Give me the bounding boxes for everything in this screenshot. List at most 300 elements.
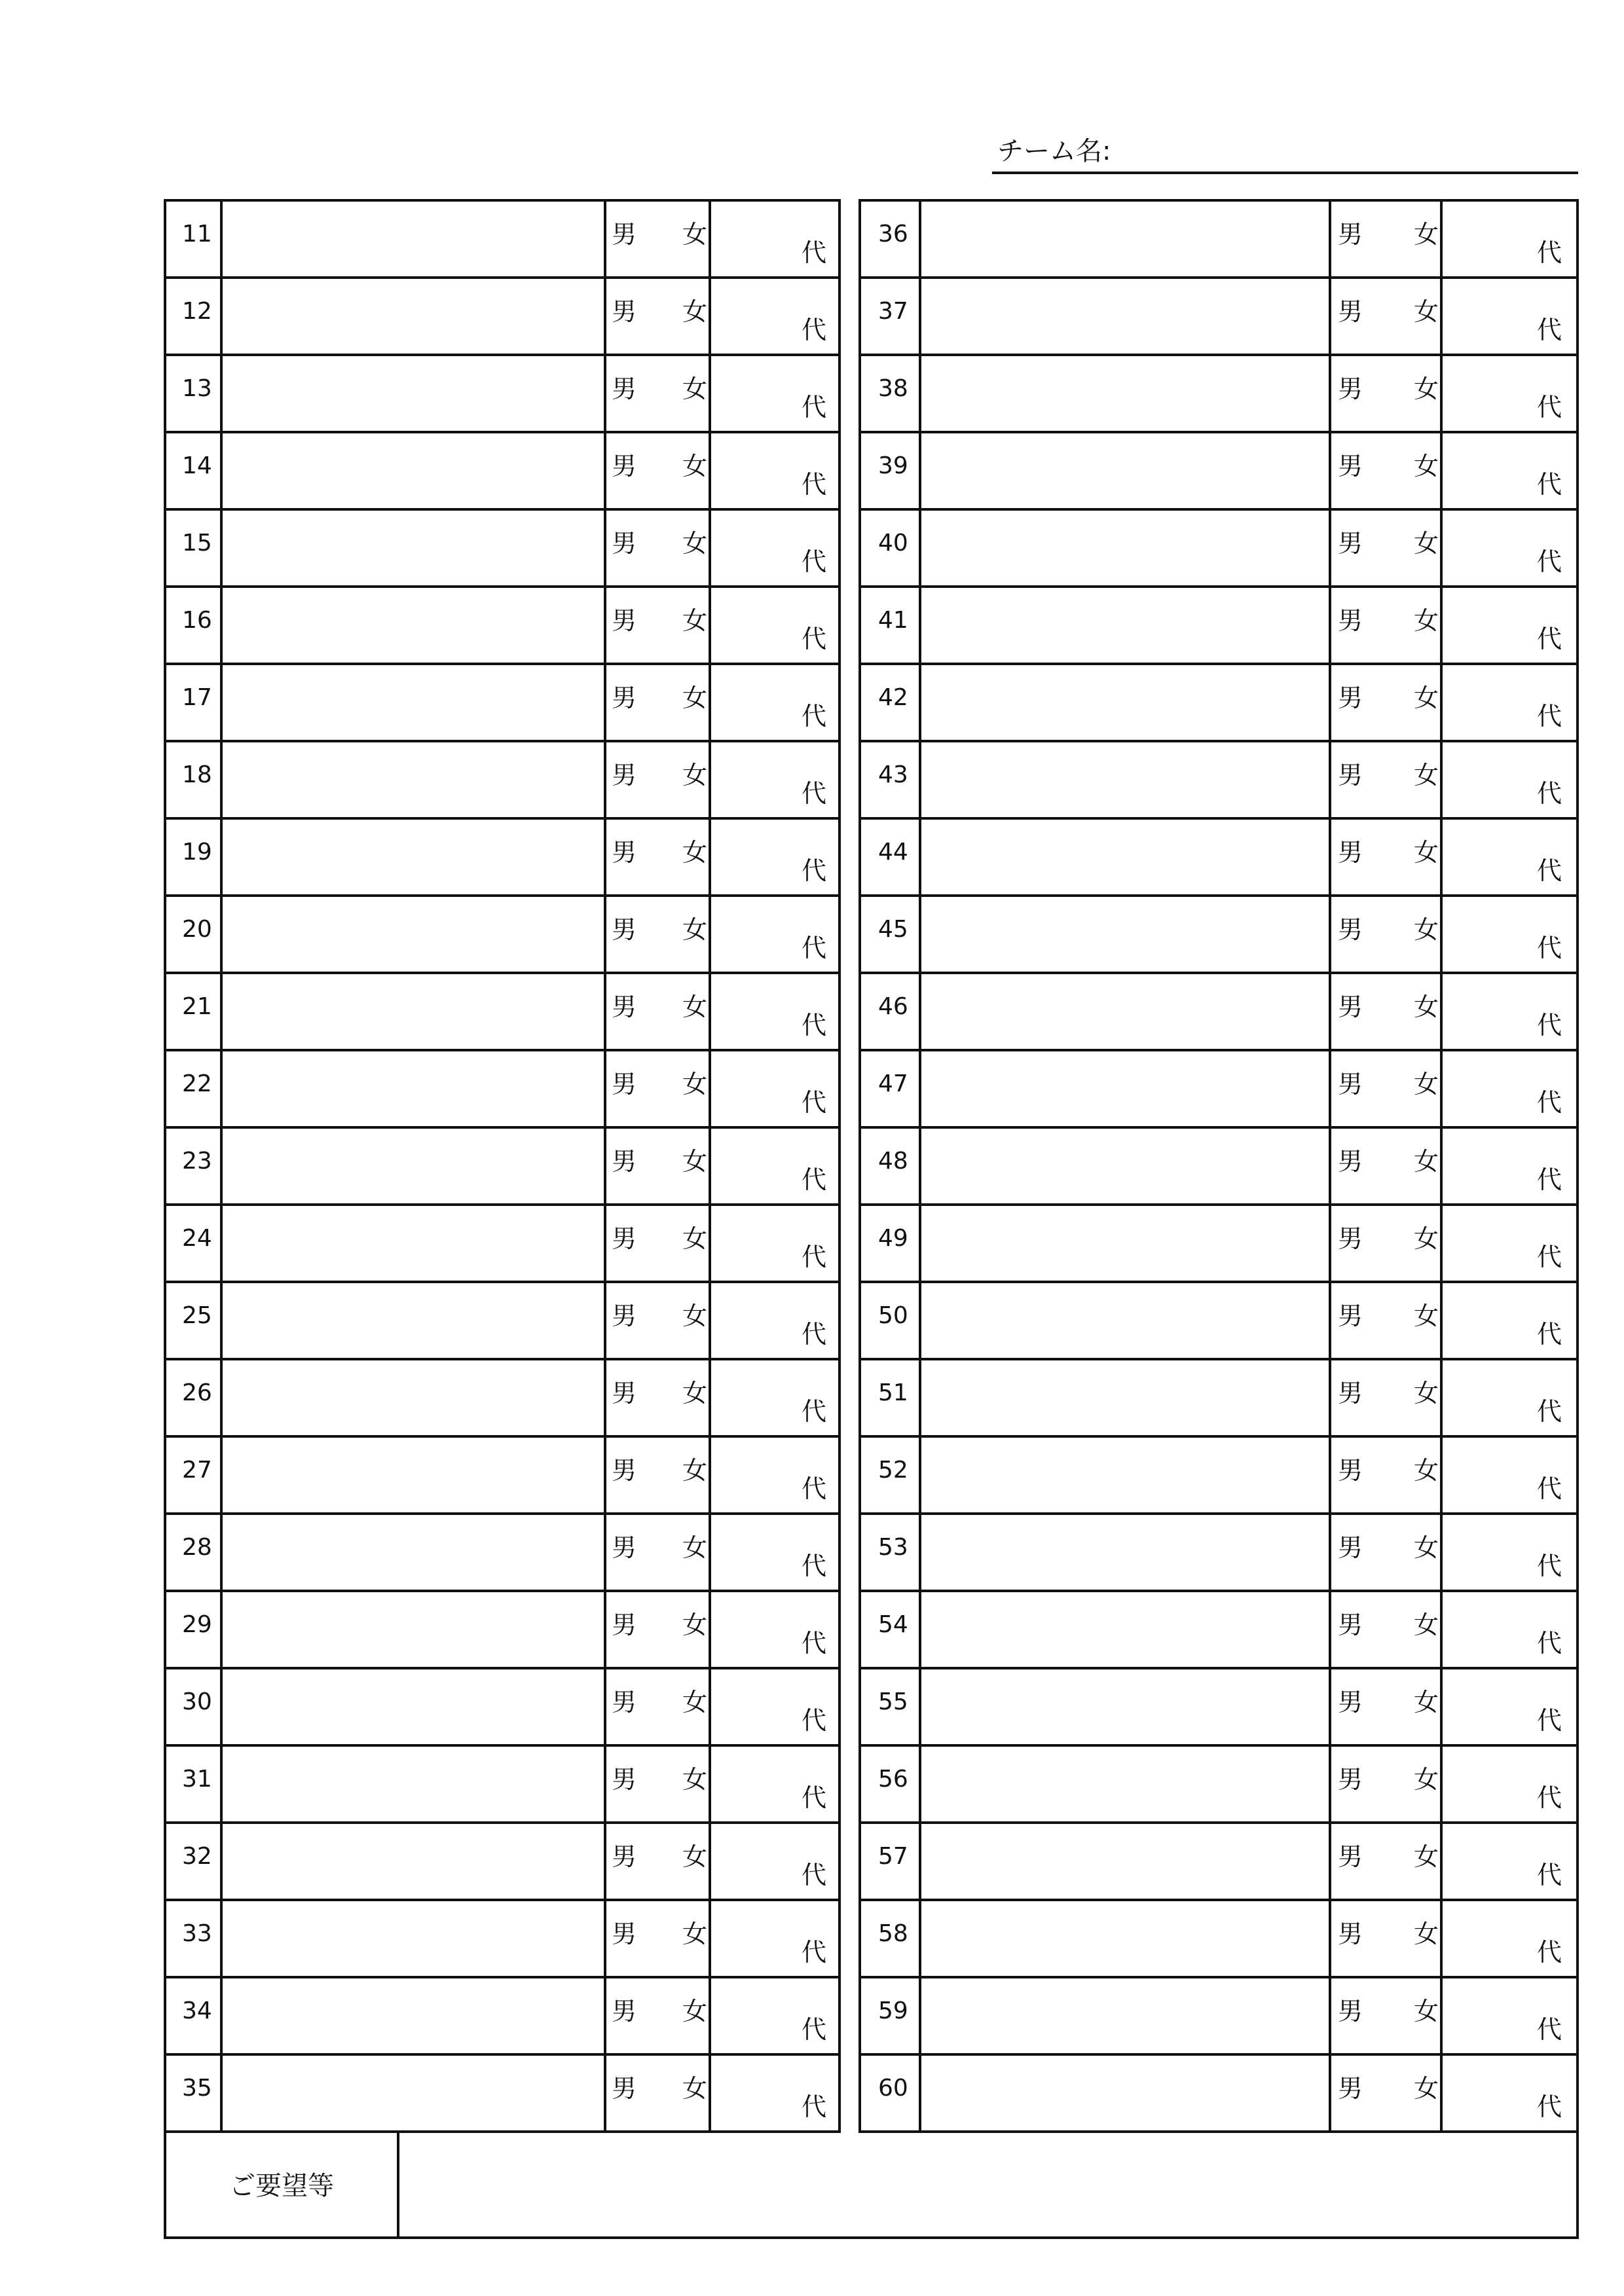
age-field[interactable]: [711, 1824, 838, 1899]
gender-male-option[interactable]: 男: [612, 915, 637, 944]
gender-male-option[interactable]: 男: [612, 993, 637, 1021]
age-suffix: 代: [1537, 779, 1562, 808]
gender-male-option[interactable]: 男: [612, 1688, 637, 1717]
row-number-cell: [166, 279, 223, 354]
gender-male-option[interactable]: 男: [1338, 1147, 1363, 1176]
gender-male-option[interactable]: 男: [612, 1302, 637, 1330]
gender-female-option[interactable]: 女: [682, 1997, 708, 2026]
row-number: 43: [878, 761, 908, 788]
gender-female-option[interactable]: 女: [682, 297, 708, 326]
name-field[interactable]: [223, 433, 606, 508]
gender-cell: [606, 742, 711, 817]
gender-female-option[interactable]: 女: [682, 1765, 708, 1794]
age-field[interactable]: [1443, 974, 1576, 1049]
age-field[interactable]: [1443, 279, 1576, 354]
age-suffix: 代: [802, 1320, 827, 1349]
requests-field[interactable]: [399, 2132, 1576, 2236]
gender-male-option[interactable]: 男: [612, 1224, 637, 1253]
age-field[interactable]: [711, 1360, 838, 1435]
gender-female-option[interactable]: 女: [682, 1302, 708, 1330]
age-suffix: 代: [802, 238, 827, 267]
row-number: 29: [182, 1611, 212, 1638]
name-field[interactable]: [223, 1669, 606, 1744]
age-field[interactable]: [1443, 665, 1576, 740]
name-field[interactable]: [223, 1592, 606, 1667]
age-field[interactable]: [711, 1051, 838, 1126]
age-field[interactable]: [1443, 1360, 1576, 1435]
gender-female-option[interactable]: 女: [682, 1147, 708, 1176]
age-suffix: 代: [802, 1397, 827, 1426]
age-suffix: 代: [1537, 238, 1562, 267]
gender-cell: [606, 1592, 711, 1667]
gender-male-option[interactable]: 男: [612, 1533, 637, 1562]
name-field[interactable]: [223, 1360, 606, 1435]
gender-female-option[interactable]: 女: [682, 1611, 708, 1639]
name-field[interactable]: [223, 1129, 606, 1203]
name-field[interactable]: [223, 588, 606, 663]
age-suffix: 代: [802, 1243, 827, 1271]
gender-female-option[interactable]: 女: [682, 2074, 708, 2103]
roster-row: [861, 279, 1576, 356]
name-field[interactable]: [223, 820, 606, 894]
gender-male-option[interactable]: 男: [1338, 374, 1363, 403]
name-field[interactable]: [921, 665, 1331, 740]
name-field[interactable]: [223, 974, 606, 1049]
gender-male-option[interactable]: 男: [1338, 993, 1363, 1021]
gender-male-option[interactable]: 男: [612, 297, 637, 326]
name-field[interactable]: [921, 588, 1331, 663]
row-number-cell: [166, 588, 223, 663]
name-field[interactable]: [223, 1438, 606, 1512]
age-field[interactable]: [711, 1206, 838, 1281]
gender-cell: [1331, 1515, 1443, 1590]
age-field[interactable]: [1443, 742, 1576, 817]
age-suffix: 代: [1537, 547, 1562, 576]
roster-row: [166, 1592, 838, 1669]
name-field[interactable]: [921, 1438, 1331, 1512]
age-field[interactable]: [711, 511, 838, 585]
name-field[interactable]: [223, 202, 606, 276]
row-number: 17: [182, 684, 212, 711]
gender-female-option[interactable]: 女: [682, 915, 708, 944]
age-field[interactable]: [1443, 433, 1576, 508]
name-field[interactable]: [921, 1283, 1331, 1358]
name-field[interactable]: [223, 279, 606, 354]
row-number: 13: [182, 375, 212, 402]
gender-male-option[interactable]: 男: [1338, 1997, 1363, 2026]
name-field[interactable]: [921, 1360, 1331, 1435]
name-field[interactable]: [223, 665, 606, 740]
age-suffix: 代: [1537, 856, 1562, 885]
row-number-cell: [861, 897, 921, 972]
gender-male-option[interactable]: 男: [1338, 297, 1363, 326]
gender-cell: [606, 1206, 711, 1281]
row-number: 41: [878, 607, 908, 634]
age-field[interactable]: [711, 742, 838, 817]
age-suffix: 代: [802, 1938, 827, 1967]
row-number: 15: [182, 530, 212, 556]
name-field[interactable]: [921, 1129, 1331, 1203]
row-number-cell: [166, 202, 223, 276]
gender-male-option[interactable]: 男: [1338, 2074, 1363, 2103]
row-number: 25: [182, 1302, 212, 1329]
name-field[interactable]: [223, 1978, 606, 2053]
gender-male-option[interactable]: 男: [1338, 1379, 1363, 1408]
name-field[interactable]: [921, 356, 1331, 431]
gender-female-option[interactable]: 女: [682, 1688, 708, 1717]
gender-male-option[interactable]: 男: [1338, 1070, 1363, 1099]
row-number-cell: [861, 356, 921, 431]
gender-female-option[interactable]: 女: [1414, 838, 1439, 867]
roster-row: [166, 1360, 838, 1438]
gender-female-option[interactable]: 女: [1414, 993, 1439, 1021]
age-field[interactable]: [711, 1129, 838, 1203]
gender-cell: [1331, 202, 1443, 276]
gender-cell: [606, 1824, 711, 1899]
row-number: 55: [878, 1688, 908, 1715]
name-field[interactable]: [223, 1283, 606, 1358]
age-field[interactable]: [1443, 202, 1576, 276]
age-suffix: 代: [1537, 1706, 1562, 1735]
row-number: 50: [878, 1302, 908, 1329]
gender-male-option[interactable]: 男: [1338, 1920, 1363, 1948]
gender-male-option[interactable]: 男: [1338, 761, 1363, 790]
gender-female-option[interactable]: 女: [1414, 529, 1439, 558]
row-number: 35: [182, 2075, 212, 2102]
gender-male-option[interactable]: 男: [1338, 1765, 1363, 1794]
gender-female-option[interactable]: 女: [1414, 761, 1439, 790]
row-number: 20: [182, 916, 212, 943]
gender-female-option[interactable]: 女: [1414, 2074, 1439, 2103]
age-field[interactable]: [711, 279, 838, 354]
gender-cell: [606, 665, 711, 740]
gender-cell: [1331, 1360, 1443, 1435]
gender-cell: [606, 2056, 711, 2133]
gender-male-option[interactable]: 男: [612, 1997, 637, 2026]
name-field[interactable]: [223, 1824, 606, 1899]
gender-female-option[interactable]: 女: [1414, 452, 1439, 481]
age-suffix: 代: [1537, 1938, 1562, 1967]
name-field[interactable]: [921, 974, 1331, 1049]
team-name-field[interactable]: [992, 172, 1578, 174]
gender-female-option[interactable]: 女: [1414, 1533, 1439, 1562]
name-field[interactable]: [921, 742, 1331, 817]
name-field[interactable]: [921, 1901, 1331, 1976]
gender-male-option[interactable]: 男: [1338, 1688, 1363, 1717]
gender-male-option[interactable]: 男: [1338, 452, 1363, 481]
name-field[interactable]: [921, 433, 1331, 508]
name-field[interactable]: [921, 1051, 1331, 1126]
gender-male-option[interactable]: 男: [1338, 915, 1363, 944]
row-number: 21: [182, 993, 212, 1020]
row-number-cell: [861, 1824, 921, 1899]
gender-female-option[interactable]: 女: [1414, 374, 1439, 403]
age-field[interactable]: [1443, 511, 1576, 585]
gender-male-option[interactable]: 男: [1338, 683, 1363, 712]
gender-male-option[interactable]: 男: [612, 1147, 637, 1176]
gender-female-option[interactable]: 女: [682, 838, 708, 867]
age-field[interactable]: [711, 1283, 838, 1358]
gender-cell: [1331, 2056, 1443, 2133]
gender-male-option[interactable]: 男: [612, 1611, 637, 1639]
gender-male-option[interactable]: 男: [1338, 1302, 1363, 1330]
gender-male-option[interactable]: 男: [1338, 606, 1363, 635]
row-number: 56: [878, 1766, 908, 1793]
gender-cell: [1331, 1129, 1443, 1203]
row-number-cell: [861, 1592, 921, 1667]
gender-male-option[interactable]: 男: [612, 1765, 637, 1794]
gender-female-option[interactable]: 女: [682, 1920, 708, 1948]
age-field[interactable]: [711, 1438, 838, 1512]
gender-female-option[interactable]: 女: [682, 220, 708, 249]
name-field[interactable]: [223, 1051, 606, 1126]
row-number: 53: [878, 1534, 908, 1561]
gender-male-option[interactable]: 男: [612, 529, 637, 558]
gender-male-option[interactable]: 男: [612, 452, 637, 481]
roster-row: [861, 202, 1576, 279]
row-number: 11: [182, 221, 212, 247]
row-number-cell: [861, 1978, 921, 2053]
gender-male-option[interactable]: 男: [1338, 1456, 1363, 1485]
gender-female-option[interactable]: 女: [1414, 1842, 1439, 1871]
age-field[interactable]: [1443, 1592, 1576, 1667]
row-number: 58: [878, 1920, 908, 1947]
age-field[interactable]: [711, 1592, 838, 1667]
gender-female-option[interactable]: 女: [682, 529, 708, 558]
row-number-cell: [166, 1978, 223, 2053]
age-suffix: 代: [1537, 1552, 1562, 1580]
gender-female-option[interactable]: 女: [682, 993, 708, 1021]
roster-row: [861, 1978, 1576, 2056]
gender-female-option[interactable]: 女: [682, 683, 708, 712]
age-field[interactable]: [711, 1669, 838, 1744]
row-number-cell: [861, 279, 921, 354]
name-field[interactable]: [921, 820, 1331, 894]
roster-row: [861, 974, 1576, 1051]
gender-female-option[interactable]: 女: [1414, 1379, 1439, 1408]
row-number-cell: [166, 1669, 223, 1744]
name-field[interactable]: [223, 1901, 606, 1976]
age-field[interactable]: [711, 588, 838, 663]
gender-cell: [606, 1669, 711, 1744]
gender-male-option[interactable]: 男: [612, 1070, 637, 1099]
row-number: 12: [182, 298, 212, 325]
roster-row: [166, 1978, 838, 2056]
row-number-cell: [166, 1901, 223, 1976]
age-field[interactable]: [711, 356, 838, 431]
age-field[interactable]: [1443, 356, 1576, 431]
gender-male-option[interactable]: 男: [612, 1842, 637, 1871]
roster-row: [861, 588, 1576, 665]
name-field[interactable]: [223, 1515, 606, 1590]
row-number-cell: [166, 820, 223, 894]
roster-row: [861, 433, 1576, 511]
name-field[interactable]: [223, 2056, 606, 2133]
gender-female-option[interactable]: 女: [682, 1456, 708, 1485]
gender-female-option[interactable]: 女: [682, 1379, 708, 1408]
gender-female-option[interactable]: 女: [1414, 1302, 1439, 1330]
gender-cell: [606, 974, 711, 1049]
age-field[interactable]: [1443, 588, 1576, 663]
gender-male-option[interactable]: 男: [1338, 1533, 1363, 1562]
row-number: 51: [878, 1379, 908, 1406]
name-field[interactable]: [921, 2056, 1331, 2133]
gender-female-option[interactable]: 女: [1414, 683, 1439, 712]
gender-male-option[interactable]: 男: [1338, 838, 1363, 867]
gender-female-option[interactable]: 女: [682, 761, 708, 790]
gender-female-option[interactable]: 女: [682, 1070, 708, 1099]
age-field[interactable]: [711, 665, 838, 740]
gender-male-option[interactable]: 男: [612, 1379, 637, 1408]
name-field[interactable]: [921, 897, 1331, 972]
name-field[interactable]: [921, 1978, 1331, 2053]
age-suffix: 代: [1537, 470, 1562, 499]
gender-male-option[interactable]: 男: [612, 220, 637, 249]
gender-female-option[interactable]: 女: [1414, 1611, 1439, 1639]
gender-female-option[interactable]: 女: [1414, 1920, 1439, 1948]
roster-row: [861, 897, 1576, 974]
gender-male-option[interactable]: 男: [612, 606, 637, 635]
age-field[interactable]: [711, 897, 838, 972]
gender-male-option[interactable]: 男: [612, 683, 637, 712]
gender-female-option[interactable]: 女: [1414, 297, 1439, 326]
age-field[interactable]: [1443, 1747, 1576, 1821]
gender-female-option[interactable]: 女: [1414, 220, 1439, 249]
row-number: 45: [878, 916, 908, 943]
age-suffix: 代: [802, 856, 827, 885]
row-number-cell: [861, 588, 921, 663]
name-field[interactable]: [223, 1747, 606, 1821]
age-field[interactable]: [1443, 897, 1576, 972]
age-suffix: 代: [1537, 1011, 1562, 1040]
name-field[interactable]: [921, 202, 1331, 276]
requests-label: ご要望等: [229, 2171, 334, 2201]
gender-male-option[interactable]: 男: [1338, 1224, 1363, 1253]
row-number-cell: [861, 974, 921, 1049]
name-field[interactable]: [223, 897, 606, 972]
gender-female-option[interactable]: 女: [1414, 1224, 1439, 1253]
roster-row: [166, 511, 838, 588]
roster-row: [166, 1824, 838, 1901]
age-field[interactable]: [1443, 1129, 1576, 1203]
name-field[interactable]: [921, 1824, 1331, 1899]
requests-section: [164, 2132, 1579, 2239]
row-number: 26: [182, 1379, 212, 1406]
gender-female-option[interactable]: 女: [682, 452, 708, 481]
age-field[interactable]: [1443, 1438, 1576, 1512]
row-number-cell: [861, 2056, 921, 2133]
age-field[interactable]: [1443, 1901, 1576, 1976]
age-suffix: 代: [1537, 1783, 1562, 1812]
name-field[interactable]: [921, 279, 1331, 354]
gender-male-option[interactable]: 男: [1338, 1611, 1363, 1639]
roster-row: [861, 1438, 1576, 1515]
age-field[interactable]: [711, 1901, 838, 1976]
gender-cell: [606, 279, 711, 354]
name-field[interactable]: [921, 1669, 1331, 1744]
gender-male-option[interactable]: 男: [612, 374, 637, 403]
gender-female-option[interactable]: 女: [682, 374, 708, 403]
age-field[interactable]: [711, 1747, 838, 1821]
gender-cell: [606, 433, 711, 508]
gender-female-option[interactable]: 女: [1414, 915, 1439, 944]
gender-female-option[interactable]: 女: [1414, 606, 1439, 635]
roster-row: [861, 1515, 1576, 1592]
name-field[interactable]: [223, 1206, 606, 1281]
name-field[interactable]: [921, 511, 1331, 585]
gender-cell: [1331, 1901, 1443, 1976]
gender-female-option[interactable]: 女: [682, 1224, 708, 1253]
gender-male-option[interactable]: 男: [1338, 1842, 1363, 1871]
age-field[interactable]: [1443, 2056, 1576, 2133]
age-field[interactable]: [711, 2056, 838, 2133]
gender-male-option[interactable]: 男: [612, 2074, 637, 2103]
gender-male-option[interactable]: 男: [612, 1920, 637, 1948]
row-number: 48: [878, 1148, 908, 1175]
age-field[interactable]: [1443, 1669, 1576, 1744]
gender-female-option[interactable]: 女: [1414, 1765, 1439, 1794]
gender-female-option[interactable]: 女: [1414, 1688, 1439, 1717]
row-number-cell: [861, 1438, 921, 1512]
name-field[interactable]: [921, 1206, 1331, 1281]
name-field[interactable]: [921, 1592, 1331, 1667]
age-field[interactable]: [711, 820, 838, 894]
age-field[interactable]: [1443, 820, 1576, 894]
name-field[interactable]: [223, 356, 606, 431]
age-field[interactable]: [711, 1978, 838, 2053]
gender-male-option[interactable]: 男: [612, 1456, 637, 1485]
age-suffix: 代: [1537, 1861, 1562, 1889]
age-field[interactable]: [711, 1515, 838, 1590]
age-field[interactable]: [1443, 1515, 1576, 1590]
name-field[interactable]: [921, 1515, 1331, 1590]
name-field[interactable]: [223, 742, 606, 817]
gender-female-option[interactable]: 女: [1414, 1070, 1439, 1099]
gender-female-option[interactable]: 女: [1414, 1997, 1439, 2026]
age-field[interactable]: [1443, 1206, 1576, 1281]
name-field[interactable]: [921, 1747, 1331, 1821]
roster-row: [166, 588, 838, 665]
gender-female-option[interactable]: 女: [682, 606, 708, 635]
gender-male-option[interactable]: 男: [1338, 529, 1363, 558]
gender-female-option[interactable]: 女: [682, 1533, 708, 1562]
row-number: 47: [878, 1070, 908, 1097]
gender-cell: [606, 1129, 711, 1203]
age-field[interactable]: [711, 974, 838, 1049]
gender-male-option[interactable]: 男: [1338, 220, 1363, 249]
age-field[interactable]: [711, 202, 838, 276]
age-suffix: 代: [1537, 702, 1562, 731]
row-number: 39: [878, 452, 908, 479]
age-field[interactable]: [1443, 1978, 1576, 2053]
age-field[interactable]: [1443, 1283, 1576, 1358]
age-field[interactable]: [1443, 1051, 1576, 1126]
row-number-cell: [166, 1438, 223, 1512]
roster-row: [861, 742, 1576, 820]
roster-row: [861, 1206, 1576, 1283]
gender-male-option[interactable]: 男: [612, 838, 637, 867]
roster-row: [166, 974, 838, 1051]
gender-male-option[interactable]: 男: [612, 761, 637, 790]
age-suffix: 代: [1537, 2015, 1562, 2044]
row-number-cell: [166, 511, 223, 585]
gender-female-option[interactable]: 女: [1414, 1456, 1439, 1485]
age-field[interactable]: [1443, 1824, 1576, 1899]
age-field[interactable]: [711, 433, 838, 508]
name-field[interactable]: [223, 511, 606, 585]
gender-female-option[interactable]: 女: [682, 1842, 708, 1871]
gender-female-option[interactable]: 女: [1414, 1147, 1439, 1176]
